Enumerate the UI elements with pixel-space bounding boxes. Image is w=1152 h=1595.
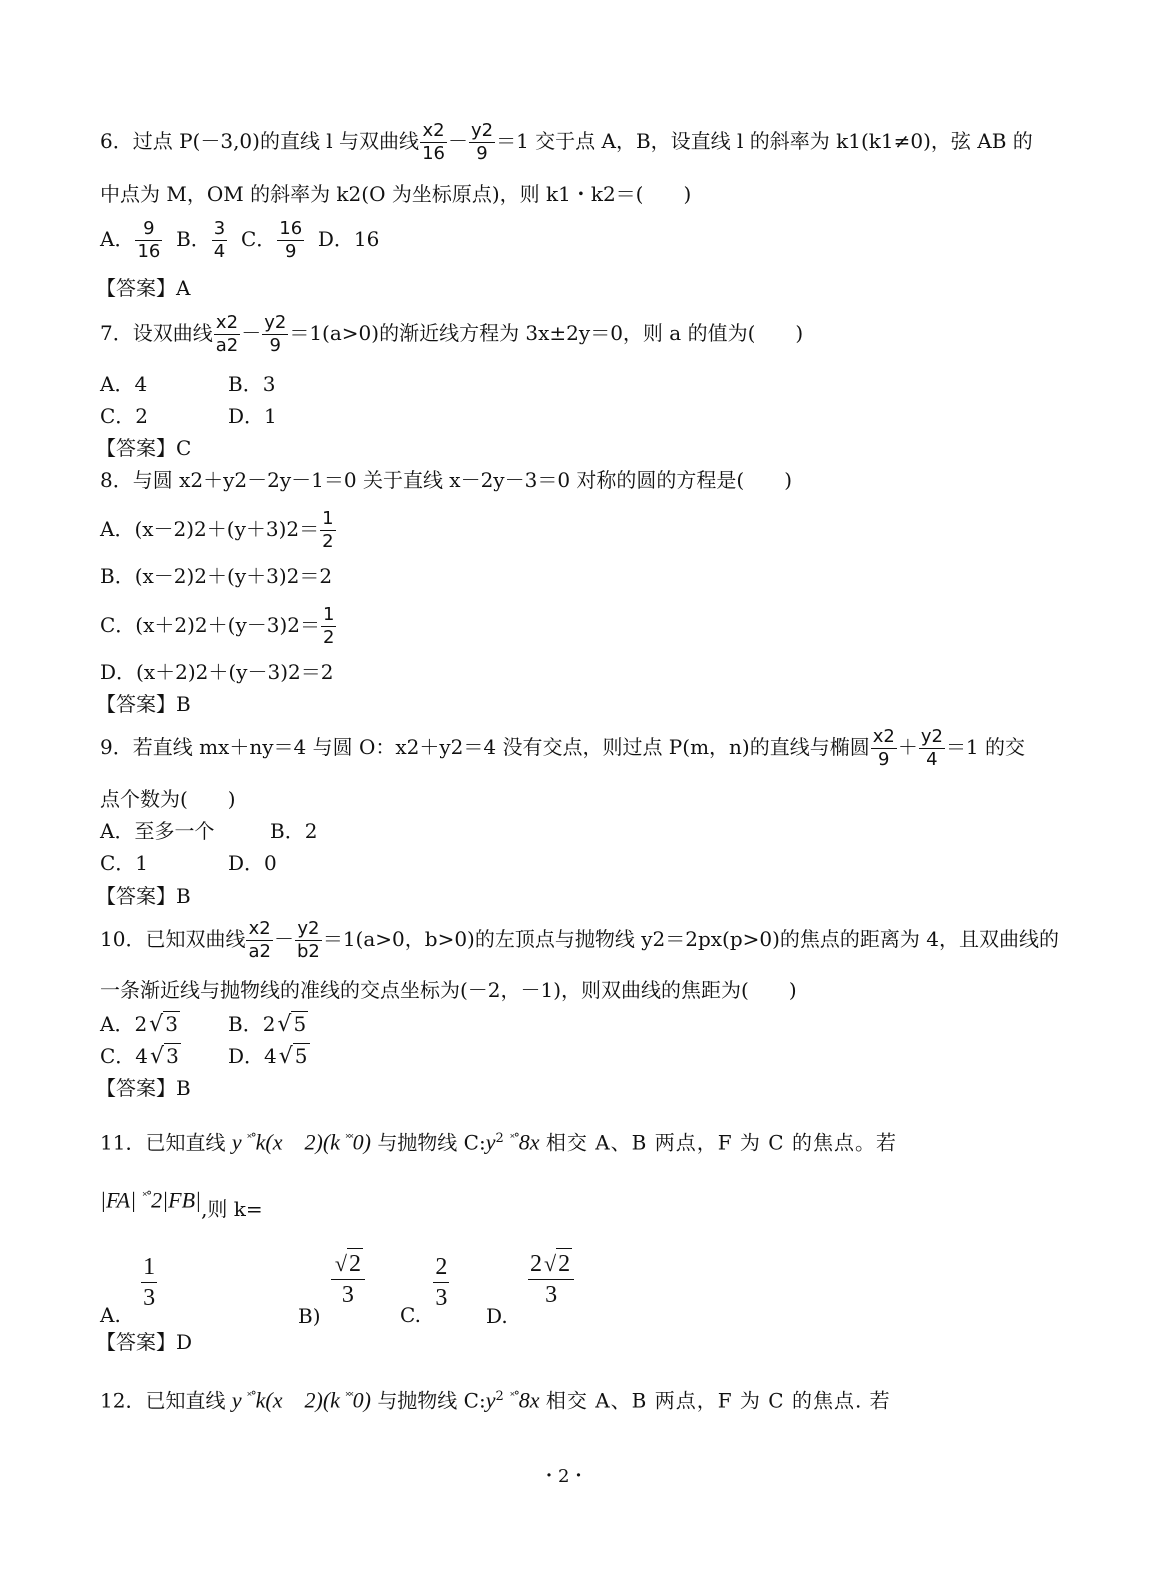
frac-num: y2 bbox=[920, 726, 943, 747]
q11-line2 bbox=[100, 1184, 263, 1221]
q7-option-b: B．3 bbox=[228, 372, 276, 396]
q10-optB-text: B．2 bbox=[228, 1012, 276, 1036]
radicand: 2 bbox=[556, 1248, 572, 1279]
q10-option-b bbox=[228, 1011, 308, 1037]
q7-text-a: 7．设双曲线 bbox=[100, 321, 213, 345]
frac-den: 16 bbox=[422, 143, 445, 164]
frac-num: 16 bbox=[279, 218, 303, 239]
q12-eq2-rhs: 8x bbox=[518, 1387, 540, 1413]
q8-option-a-text: A．(x－2)2＋(y＋3)2＝ bbox=[100, 517, 320, 541]
operator: － bbox=[447, 129, 468, 153]
radicand: 3 bbox=[165, 1012, 178, 1036]
frac-den: 9 bbox=[878, 749, 890, 770]
q10-frac-y bbox=[295, 918, 322, 963]
q6-line1 bbox=[100, 120, 1033, 165]
frac-den: 2 bbox=[322, 531, 334, 552]
radicand: 5 bbox=[294, 1044, 308, 1068]
q10-text-a: 10．已知双曲线 bbox=[100, 927, 246, 951]
q7-answer: 【答案】C bbox=[96, 436, 192, 460]
q7-frac-x bbox=[214, 312, 240, 357]
q9-frac-x bbox=[871, 726, 897, 771]
frac-num: 1 bbox=[141, 1252, 157, 1283]
frac-num: y2 bbox=[295, 918, 322, 941]
q10-optC-text: C．4 bbox=[100, 1044, 149, 1068]
frac-den: 3 bbox=[143, 1285, 156, 1311]
q11-text-mid: 与抛物线 C: bbox=[377, 1130, 486, 1155]
frac-den: 9 bbox=[284, 241, 297, 262]
q12-line1 bbox=[100, 1384, 891, 1413]
q12-eq2-y: y bbox=[485, 1387, 496, 1413]
q6-option-d: D．16 bbox=[317, 227, 380, 251]
radicand: 5 bbox=[293, 1012, 307, 1036]
q6-answer: 【答案】A bbox=[96, 276, 191, 300]
q8-answer: 【答案】B bbox=[96, 692, 191, 716]
q11-number: 11．已知直线 bbox=[100, 1130, 226, 1155]
frac-den: 2 bbox=[323, 627, 335, 648]
frac-num: 9 bbox=[135, 218, 162, 241]
frac-den: 3 bbox=[545, 1282, 558, 1308]
q8-option-d: D．(x＋2)2＋(y－3)2＝2 bbox=[100, 660, 334, 684]
q10-optD-text: D．4 bbox=[228, 1044, 277, 1068]
q7-frac-y bbox=[262, 312, 288, 357]
q9-text-a: 9．若直线 mx＋ny＝4 与圆 O：x2＋y2＝4 没有交点，则过点 P(m，n)的直线与椭圆 bbox=[100, 735, 870, 759]
frac-den: 9 bbox=[476, 143, 488, 164]
frac-num: 3 bbox=[213, 218, 226, 239]
q7-line1 bbox=[100, 312, 803, 357]
q11-optB-frac bbox=[331, 1248, 365, 1310]
q11-then: ,则 k= bbox=[201, 1196, 263, 1221]
q9-option-b: B．2 bbox=[270, 819, 318, 843]
q12-text-mid: 与抛物线 C: bbox=[377, 1388, 486, 1413]
frac-den: 4 bbox=[926, 749, 938, 770]
q9-line1 bbox=[100, 726, 1025, 771]
q10-option-c bbox=[100, 1043, 181, 1069]
q9-answer: 【答案】B bbox=[96, 884, 191, 908]
coefficient: 2 bbox=[530, 1251, 543, 1277]
q11-optA-frac bbox=[141, 1252, 157, 1313]
frac-num: x2 bbox=[246, 918, 272, 941]
radicand: 2 bbox=[347, 1248, 363, 1279]
q9-option-d: D．0 bbox=[228, 851, 277, 875]
q6-text-a: 6．过点 P(－3,0)的直线 l 与双曲线 bbox=[100, 129, 420, 153]
frac-num: 1 bbox=[322, 508, 334, 529]
frac-num bbox=[528, 1248, 574, 1280]
frac-den: 16 bbox=[137, 241, 161, 262]
q11-option-b-label: B) bbox=[298, 1303, 321, 1328]
superscript: 2 bbox=[495, 1389, 504, 1404]
glitch-glyph: ˟° bbox=[247, 1131, 256, 1145]
q8-option-c-text: C．(x＋2)2＋(y－3)2＝ bbox=[100, 613, 320, 637]
q6-option-b: B． bbox=[176, 227, 211, 251]
frac-den: a2 bbox=[248, 941, 271, 962]
q11-optC-frac bbox=[433, 1252, 449, 1313]
q12-eq-k: k(x 2)(k bbox=[255, 1387, 346, 1413]
q11-line1 bbox=[100, 1126, 897, 1155]
q11-option-b bbox=[298, 1248, 366, 1328]
q9-line2: 点个数为( ) bbox=[100, 787, 236, 811]
q11-option-d-label: D. bbox=[486, 1303, 508, 1328]
frac-den: 9 bbox=[269, 335, 281, 356]
q10-option-d bbox=[228, 1043, 310, 1069]
q6-option-a: A． bbox=[100, 227, 135, 251]
frac-den: 3 bbox=[435, 1285, 448, 1311]
q12-eq-y: y bbox=[231, 1387, 248, 1413]
q11-option-c-label: C. bbox=[400, 1303, 421, 1327]
radicand: 3 bbox=[166, 1044, 179, 1068]
q9-frac-y bbox=[919, 726, 945, 771]
q11-answer: 【答案】D bbox=[96, 1330, 193, 1354]
q8-line1: 8．与圆 x2＋y2－2y－1＝0 关于直线 x－2y－3＝0 对称的圆的方程是( ) bbox=[100, 468, 793, 492]
q8-option-c bbox=[100, 604, 337, 649]
q11-option-d bbox=[486, 1248, 575, 1328]
q11-eq2-rhs: 8x bbox=[518, 1129, 540, 1155]
q8-option-a bbox=[100, 508, 337, 553]
q11-text-tail: 相交 A、B 两点，F 为 C 的焦点。若 bbox=[545, 1130, 897, 1155]
q7-option-d: D．1 bbox=[228, 404, 277, 428]
q11-fa: |FA| bbox=[100, 1187, 137, 1213]
q12-number: 12．已知直线 bbox=[100, 1388, 226, 1413]
frac-num: x2 bbox=[214, 312, 240, 335]
q10-answer: 【答案】B bbox=[96, 1076, 191, 1100]
frac-den: 3 bbox=[341, 1282, 354, 1308]
glitch-glyph: ˟° bbox=[142, 1189, 152, 1203]
q7-text-b: ＝1(a>0)的渐近线方程为 3x±2y＝0，则 a 的值为( ) bbox=[289, 321, 804, 345]
sqrt-icon: √ bbox=[277, 1012, 292, 1037]
sqrt-icon: √ bbox=[149, 1012, 164, 1037]
frac-num: y2 bbox=[470, 120, 494, 141]
q9-option-a: A．至多一个 bbox=[100, 819, 215, 843]
q9-text-b: ＝1 的交 bbox=[945, 735, 1026, 759]
frac-num: 1 bbox=[323, 604, 335, 625]
operator: － bbox=[273, 927, 294, 951]
operator: ＋ bbox=[897, 735, 918, 759]
frac-den: a2 bbox=[215, 335, 239, 356]
q6-frac-x bbox=[420, 120, 447, 165]
q7-option-c: C．2 bbox=[100, 404, 149, 428]
q6-line2: 中点为 M，OM 的斜率为 k2(O 为坐标原点)，则 k1・k2＝( ) bbox=[100, 182, 692, 206]
q11-option-a bbox=[100, 1252, 158, 1327]
q6-text-b: ＝1 交于点 A，B，设直线 l 的斜率为 k1(k1≠0)，弦 AB 的 bbox=[496, 129, 1033, 153]
glitch-glyph: ˟° bbox=[510, 1131, 519, 1145]
q6-option-c: C． bbox=[240, 227, 277, 251]
q11-eq2-y: y bbox=[485, 1129, 496, 1155]
q11-fb: 2|FB| bbox=[151, 1187, 202, 1213]
glitch-glyph: ˟° bbox=[247, 1389, 256, 1403]
superscript: 2 bbox=[495, 1131, 504, 1146]
q8-optC-frac bbox=[321, 604, 336, 649]
q10-option-a bbox=[100, 1011, 180, 1037]
page-number: ・2・ bbox=[540, 1466, 588, 1487]
frac-num: 2 bbox=[433, 1252, 449, 1283]
sqrt-icon: √ bbox=[278, 1044, 293, 1069]
q11-option-a-label: A. bbox=[100, 1303, 121, 1327]
q10-optA-text: A．2 bbox=[100, 1012, 148, 1036]
glitch-glyph: ˟˟ bbox=[345, 1389, 353, 1403]
glitch-glyph: ˟˟ bbox=[345, 1131, 353, 1145]
q10-line2: 一条渐近线与抛物线的准线的交点坐标为(－2，－1)，则双曲线的焦距为( ) bbox=[100, 978, 797, 1002]
operator: － bbox=[241, 321, 262, 345]
frac-num: x2 bbox=[420, 120, 447, 143]
q10-text-b: ＝1(a>0，b>0)的左顶点与抛物线 y2＝2px(p>0)的焦点的距离为 4，且双曲线的 bbox=[322, 927, 1060, 951]
sqrt-icon: √ bbox=[544, 1251, 557, 1276]
q7-option-a: A．4 bbox=[100, 372, 148, 396]
q11-optD-frac bbox=[528, 1248, 574, 1310]
q6-optB-frac bbox=[212, 218, 227, 263]
frac-num: x2 bbox=[872, 726, 895, 747]
q11-eq-y: y bbox=[231, 1129, 248, 1155]
q6-options bbox=[100, 218, 379, 263]
sqrt-icon: √ bbox=[150, 1044, 165, 1069]
frac-den: 4 bbox=[213, 241, 226, 262]
q11-option-c bbox=[400, 1252, 450, 1327]
q12-text-tail: 相交 A、B 两点，F 为 C 的焦点. 若 bbox=[545, 1388, 891, 1413]
q8-optA-frac bbox=[320, 508, 335, 553]
q9-option-c: C．1 bbox=[100, 851, 149, 875]
frac-num bbox=[331, 1248, 365, 1280]
q11-eq-k: k(x 2)(k bbox=[255, 1129, 346, 1155]
sqrt-icon: √ bbox=[334, 1251, 347, 1276]
q6-optA-frac bbox=[135, 218, 162, 263]
glitch-glyph: ˟° bbox=[510, 1389, 519, 1403]
frac-den: b2 bbox=[296, 941, 320, 962]
q6-optC-frac bbox=[277, 218, 304, 263]
frac-num: y2 bbox=[264, 312, 287, 333]
q8-option-b: B．(x－2)2＋(y＋3)2＝2 bbox=[100, 564, 333, 588]
q10-frac-x bbox=[246, 918, 272, 963]
q11-eq-zero: 0) bbox=[352, 1129, 371, 1155]
q6-frac-y bbox=[469, 120, 495, 165]
q12-eq-zero: 0) bbox=[352, 1387, 371, 1413]
q10-line1 bbox=[100, 918, 1059, 963]
